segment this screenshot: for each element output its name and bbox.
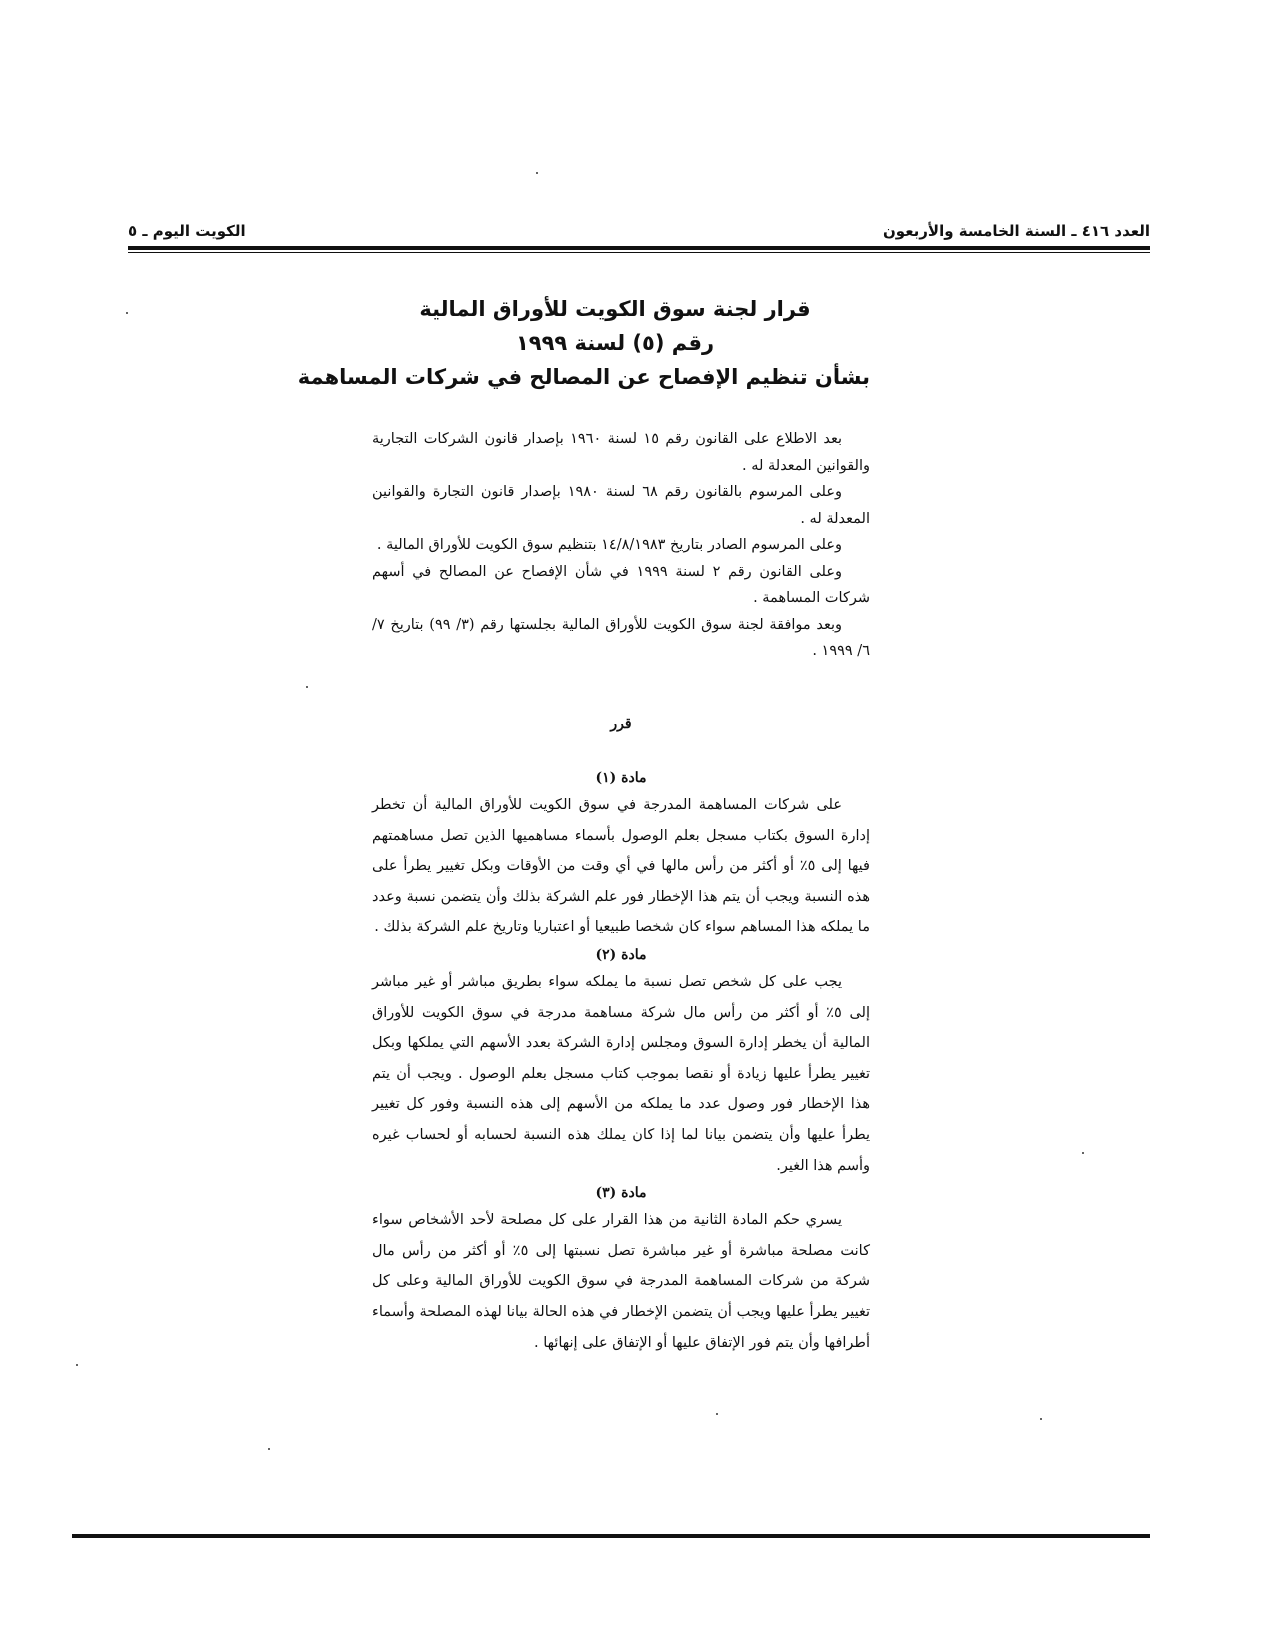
scan-speck <box>1040 1418 1042 1420</box>
running-header <box>128 210 1150 240</box>
title-line-3: بشأن تنظيم الإفصاح عن المصالح في شركات المساهمة <box>297 365 870 389</box>
article <box>372 766 870 943</box>
header-rule <box>128 246 1150 250</box>
preamble-paragraph: وعلى القانون رقم ٢ لسنة ١٩٩٩ في شأن الإفصاح عن المصالح في أسهم شركات المساهمة . <box>372 563 870 606</box>
scan-speck <box>126 312 128 314</box>
preamble-paragraph: وعلى المرسوم بالقانون رقم ٦٨ لسنة ١٩٨٠ بإصدار قانون التجارة والقوانين المعدلة له . <box>372 484 870 527</box>
issue-number: العدد ٤١٦ ـ السنة الخامسة والأربعون <box>882 222 1150 240</box>
preamble-paragraph: وعلى المرسوم الصادر بتاريخ ١٤/٨/١٩٨٣ بتنظيم سوق الكويت للأوراق المالية . <box>376 537 842 553</box>
scan-speck <box>716 1413 718 1415</box>
preamble-paragraph: بعد الاطلاع على القانون رقم ١٥ لسنة ١٩٦٠ بإصدار قانون الشركات التجارية والقوانين المعدلة له . <box>372 431 870 474</box>
header-rule-thin <box>128 252 1150 253</box>
title-line-1: قرار لجنة سوق الكويت للأوراق المالية <box>419 297 811 321</box>
preamble <box>372 426 870 665</box>
scan-speck <box>1082 1152 1084 1154</box>
articles <box>372 766 870 1358</box>
article-text: يجب على كل شخص تصل نسبة ما يملكه سواء بطريق مباشر أو غير مباشر إلى ٥٪ أو أكثر من رأس مال شركة مساهمة مدرجة في سوق الكويت للأوراق المالية أن يخطر إدارة السوق ومجلس إدارة الشركة بعدد الأسهم التي يملكها وبكل تغيير يطرأ عليها زيادة أو نقصا بموجب كتاب مسجل بعلم الوصول . ويجب أن يتم هذا الإخطار فور وصول عدد ما يملكه من الأسهم إلى هذه النسبة وفور كل تغيير يطرأ عليها وأن يتضمن بيانا لما إذا كان يملك هذه النسبة لحسابه أو لحساب غيره وأسم هذا الغير. <box>372 973 870 1174</box>
article <box>372 943 870 1181</box>
scan-speck <box>536 172 538 174</box>
preamble-paragraph: وبعد موافقة لجنة سوق الكويت للأوراق المالية بجلستها رقم (٣/ ٩٩) بتاريخ ٧/ ٦/ ١٩٩٩ . <box>372 616 870 659</box>
article-heading: مادة (١) <box>595 770 647 786</box>
footer-rule <box>72 1534 1150 1538</box>
article-heading: مادة (٢) <box>595 946 647 963</box>
article-text: على شركات المساهمة المدرجة في سوق الكويت للأوراق المالية أن تخطر إدارة السوق بكتاب مسجل بعلم الوصول بأسماء مساهميها الذين تصل مساهمتهم فيها إلى ٥٪ أو أكثر من رأس مالها في أي وقت من الأوقات وبكل تغيير يطرأ على هذه النسبة ويجب أن يتم هذا الإخطار فور علم الشركة بذلك وأن يتضمن نسبة وعدد ما يملكه هذا المساهم سواء كان شخصا طبيعيا أو اعتباريا وتاريخ علم الشركة بذلك . <box>372 797 870 936</box>
article-heading: مادة (٣) <box>595 1185 647 1202</box>
scan-speck <box>306 686 308 688</box>
article-text: يسري حكم المادة الثانية من هذا القرار على كل مصلحة لأحد الأشخاص سواء كانت مصلحة مباشرة أو غير مباشرة تصل نسبتها إلى ٥٪ أو أكثر من رأس مال شركة من شركات المساهمة المدرجة في سوق الكويت للأوراق المالية وعلى كل تغيير يطرأ عليها ويجب أن يتضمن الإخطار في هذه الحالة بيانا لهذه المصلحة وأسماء أطرافها وأن يتم فور الإتفاق عليها أو الإتفاق على إنهائها . <box>372 1212 870 1351</box>
article <box>372 1181 870 1358</box>
decision-word: قرر <box>610 716 632 732</box>
publication-name: الكويت اليوم ـ ٥ <box>128 222 246 240</box>
scan-speck <box>268 1448 270 1450</box>
title-line-2: رقم (٥) لسنة ١٩٩٩ <box>515 331 715 355</box>
scan-speck <box>76 1364 78 1366</box>
document-title <box>297 292 870 394</box>
